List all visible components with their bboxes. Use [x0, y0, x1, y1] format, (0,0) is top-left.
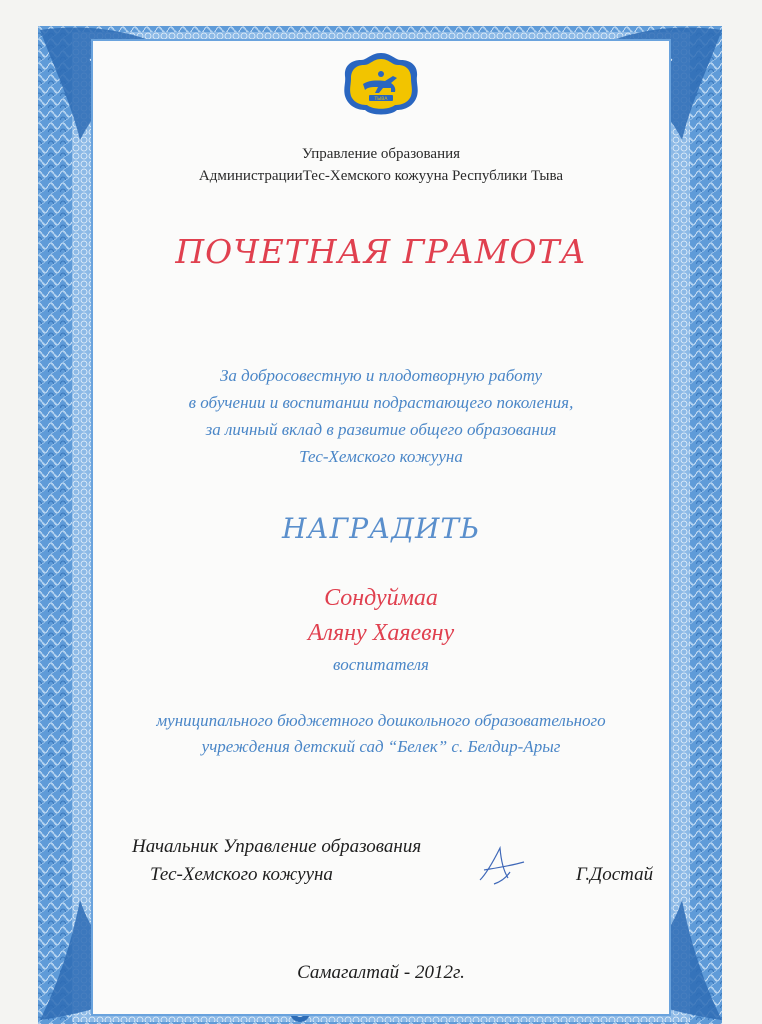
institution-line: учреждения детский сад “Белек” с. Белдир-Арыг: [201, 737, 561, 756]
reason-line: За добросовестную и плодотворную работу: [219, 366, 543, 385]
place-and-year: Самагалтай - 2012г.: [297, 962, 465, 983]
signatory-title-line-1: Начальник Управление образования: [132, 836, 422, 857]
tuva-emblem-icon: [341, 50, 421, 120]
certificate-title: ПОЧЕТНАЯ ГРАМОТА: [175, 232, 587, 271]
institution-line: муниципального бюджетного дошкольного образовательного: [156, 711, 606, 730]
institution-text: [0, 708, 762, 760]
award-heading: НАГРАДИТЬ: [282, 512, 480, 545]
recipient-given-name: Аляну Хаяевну: [307, 620, 455, 646]
reason-line: в обучении и воспитании подрастающего поколения,: [188, 393, 574, 412]
signatory-name: Г.Достай: [576, 864, 654, 885]
handwritten-signature: [470, 842, 530, 888]
recipient-surname: Сондуймаа: [324, 585, 438, 611]
recipient-position: воспитателя: [333, 655, 429, 674]
org-line-1: Управление образования: [301, 146, 461, 162]
reason-line: Тес-Хемского кожууна: [299, 447, 463, 466]
org-line-2: АдминистрацииТес-Хемского кожууна Республики Тыва: [198, 168, 564, 184]
reason-line: за личный вклад в развитие общего образования: [205, 420, 557, 439]
emblem-banner-text: ТЫВА: [374, 97, 388, 102]
signatory-title-line-2: Тес-Хемского кожууна: [150, 864, 333, 885]
reason-text: [0, 362, 762, 470]
